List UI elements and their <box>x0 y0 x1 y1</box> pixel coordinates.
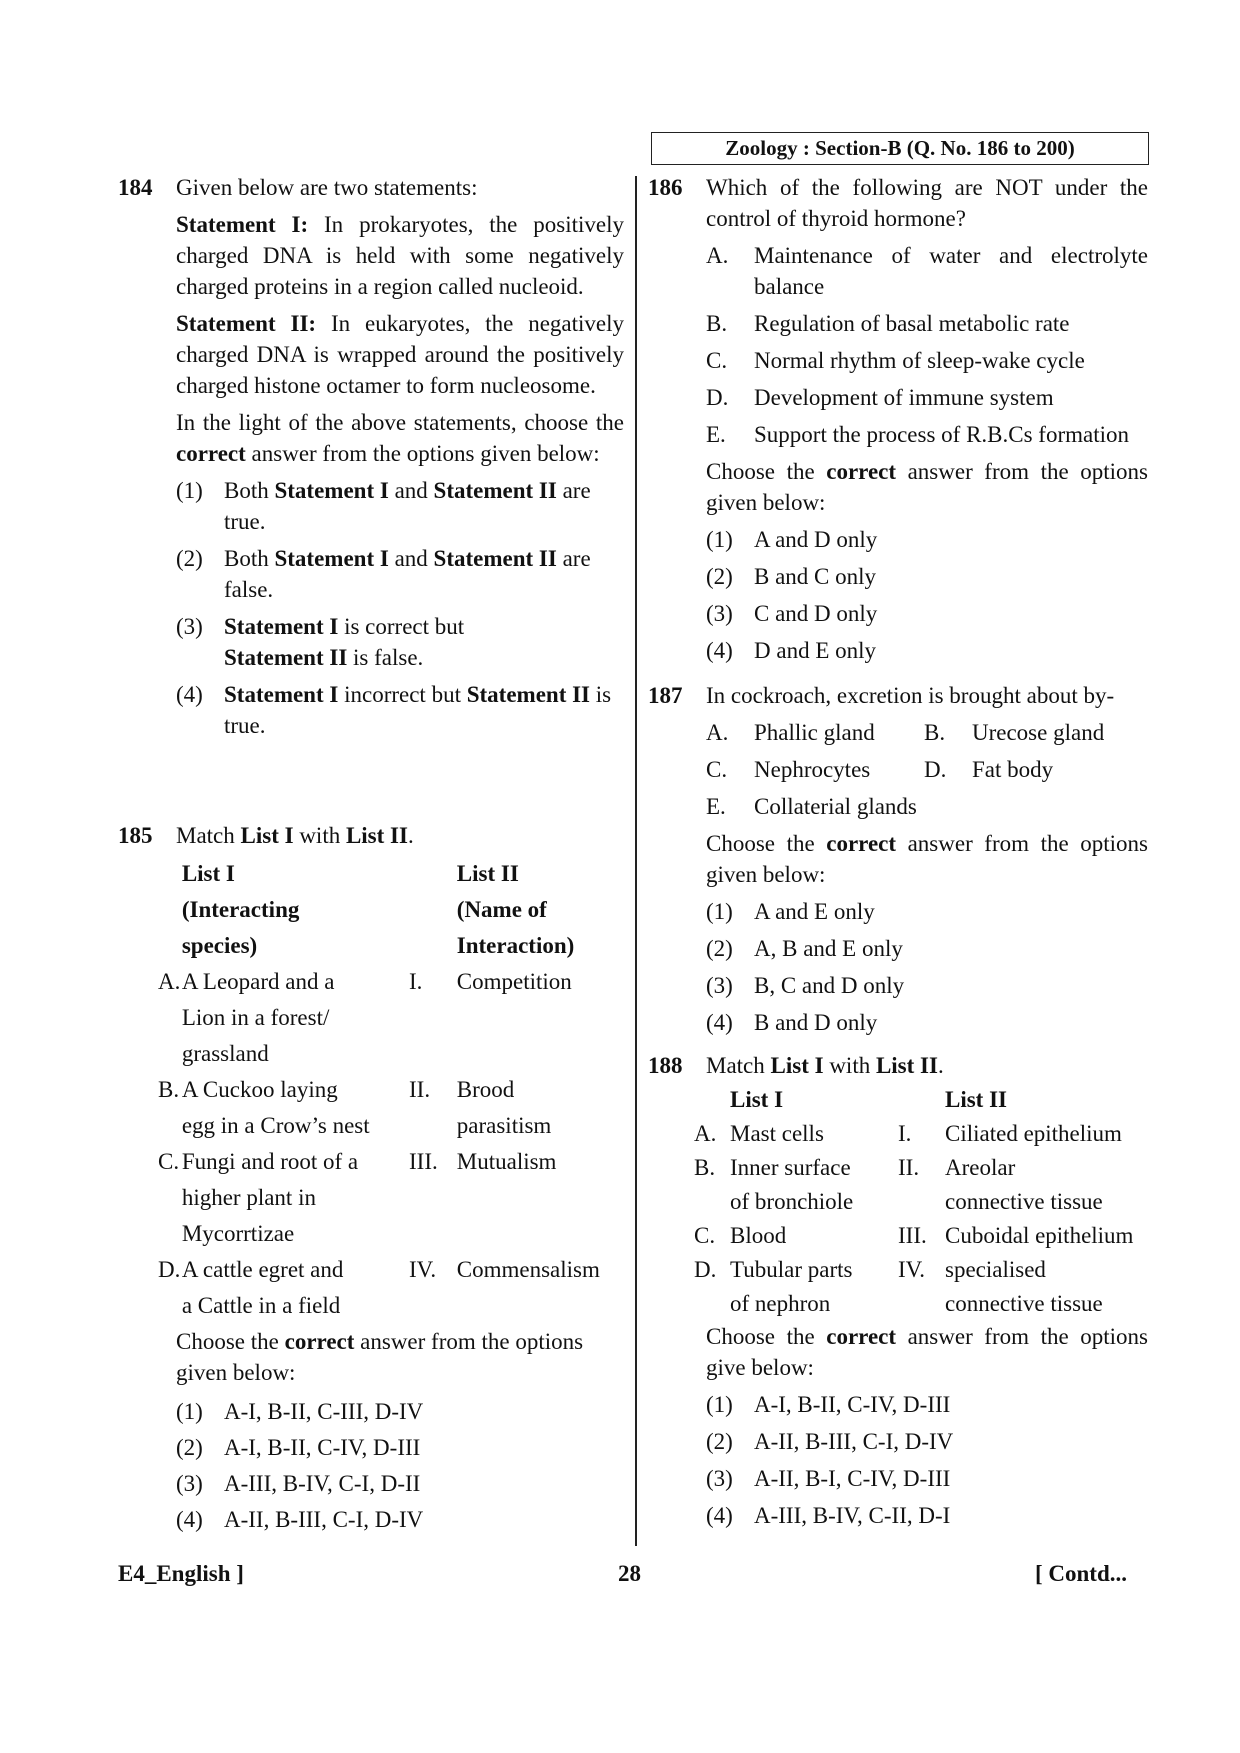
statement-2-text: In eukaryotes, the negatively charged DNA is wrapped around the positively charged histone octamer to form nucleosome. <box>176 311 624 398</box>
option-3[interactable]: (3) C and D only <box>706 601 878 626</box>
question-number: 184 <box>118 175 153 200</box>
question-188 <box>648 1050 1148 1531</box>
footer-left: E4_English ] <box>118 1561 244 1586</box>
option-2[interactable]: (2) A-I, B-II, C-IV, D-III <box>176 1435 421 1460</box>
question-text: Which of the following are NOT under the control of thyroid hormone? <box>706 175 1148 231</box>
statement-1-label: Statement I: <box>176 212 309 237</box>
option-4[interactable]: (4) A-III, B-IV, C-II, D-I <box>706 1503 951 1528</box>
section-header: Zoology : Section-B (Q. No. 186 to 200) <box>651 132 1149 165</box>
footer-right: [ Contd... <box>1035 1561 1128 1586</box>
match-instruction: Match List I with List II. <box>706 1053 944 1078</box>
option-4[interactable]: (4) D and E only <box>706 638 877 663</box>
item-d: D. Development of immune system <box>706 385 1054 410</box>
table-row: C. Fungi and root of a higher plant in Mycorrtizae III. Mutualism <box>158 1149 557 1246</box>
item-row: E. Collaterial glands <box>706 794 917 819</box>
match-instruction: Match List I with List II. <box>176 823 414 848</box>
item-b: B. Regulation of basal metabolic rate <box>706 311 1070 336</box>
option-2[interactable]: (2) B and C only <box>706 564 877 589</box>
question-number: 185 <box>118 823 153 848</box>
question-number: 188 <box>648 1053 683 1078</box>
option-2[interactable]: (2) Both Statement I and Statement II are false. <box>176 546 591 602</box>
option-2[interactable]: (2) A, B and E only <box>706 936 903 961</box>
table-row: B. Inner surface of bronchiole II. Areolar connective tissue <box>694 1155 1103 1214</box>
item-c: C. Normal rhythm of sleep-wake cycle <box>706 348 1085 373</box>
statement-1-text: In prokaryotes, the positively charged DNA is held with some negatively charged proteins in a region called nucleoid. <box>176 212 624 299</box>
table-row: C. Blood III. Cuboidal epithelium <box>694 1223 1134 1248</box>
page-number: 28 <box>618 1561 641 1586</box>
table-row: A. Mast cells I. Ciliated epithelium <box>694 1121 1122 1146</box>
table-header: List I List II <box>730 1087 1007 1112</box>
option-3[interactable]: (3) Statement I is correct but Statement II is false. <box>176 614 465 670</box>
option-4[interactable]: (4) Statement I incorrect but Statement II is true. <box>176 682 612 738</box>
item-e: E. Support the process of R.B.Cs formation <box>706 422 1129 447</box>
match-table <box>694 1083 1145 1321</box>
table-header: List I (Interacting species) List II (Name of Interaction) <box>181 861 575 958</box>
instruction: Choose the correct answer from the options given below: <box>706 831 1148 887</box>
option-3[interactable]: (3) A-II, B-I, C-IV, D-III <box>706 1466 951 1491</box>
question-number: 187 <box>648 683 683 708</box>
question-intro: Given below are two statements: <box>176 175 478 200</box>
instruction: Choose the correct answer from the options given below: <box>176 1329 584 1385</box>
option-1[interactable]: (1) A-I, B-II, C-IV, D-III <box>706 1392 951 1417</box>
instruction: Choose the correct answer from the options given below: <box>706 459 1148 515</box>
question-text: In cockroach, excretion is brought about by- <box>706 683 1115 708</box>
question-185 <box>118 820 624 1538</box>
instruction: Choose the correct answer from the options give below: <box>706 1324 1148 1380</box>
question-number: 186 <box>648 175 683 200</box>
option-4[interactable]: (4) B and D only <box>706 1010 878 1035</box>
statement-2-label: Statement II: <box>176 311 317 336</box>
table-row: D. Tubular parts of nephron IV. specialised connective tissue <box>694 1257 1103 1316</box>
item-row: A. Phallic gland B. Urecose gland <box>706 720 1105 745</box>
column-divider <box>635 176 637 1546</box>
question-184 <box>118 172 624 741</box>
table-row: A. A Leopard and a Lion in a forest/ grassland I. Competition <box>158 969 572 1066</box>
match-table <box>158 856 624 1324</box>
statement-2 <box>176 308 624 401</box>
option-1[interactable]: (1) Both Statement I and Statement II are true. <box>176 478 591 534</box>
option-4[interactable]: (4) A-II, B-III, C-I, D-IV <box>176 1507 424 1532</box>
table-row: D. A cattle egret and a Cattle in a field IV. Commensalism <box>158 1257 600 1318</box>
option-1[interactable]: (1) A-I, B-II, C-III, D-IV <box>176 1399 424 1424</box>
item-a: A. Maintenance of water and electrolyte balance <box>706 243 1148 299</box>
option-1[interactable]: (1) A and E only <box>706 899 875 924</box>
instruction: In the light of the above statements, choose the correct answer from the options given below: <box>176 410 624 466</box>
option-3[interactable]: (3) A-III, B-IV, C-I, D-II <box>176 1471 421 1496</box>
option-2[interactable]: (2) A-II, B-III, C-I, D-IV <box>706 1429 954 1454</box>
statement-1 <box>176 209 624 302</box>
question-187 <box>648 680 1148 1038</box>
item-row: C. Nephrocytes D. Fat body <box>706 757 1054 782</box>
table-row: B. A Cuckoo laying egg in a Crow’s nest II. Brood parasitism <box>158 1077 552 1138</box>
option-3[interactable]: (3) B, C and D only <box>706 973 905 998</box>
option-1[interactable]: (1) A and D only <box>706 527 878 552</box>
question-186 <box>648 172 1148 666</box>
